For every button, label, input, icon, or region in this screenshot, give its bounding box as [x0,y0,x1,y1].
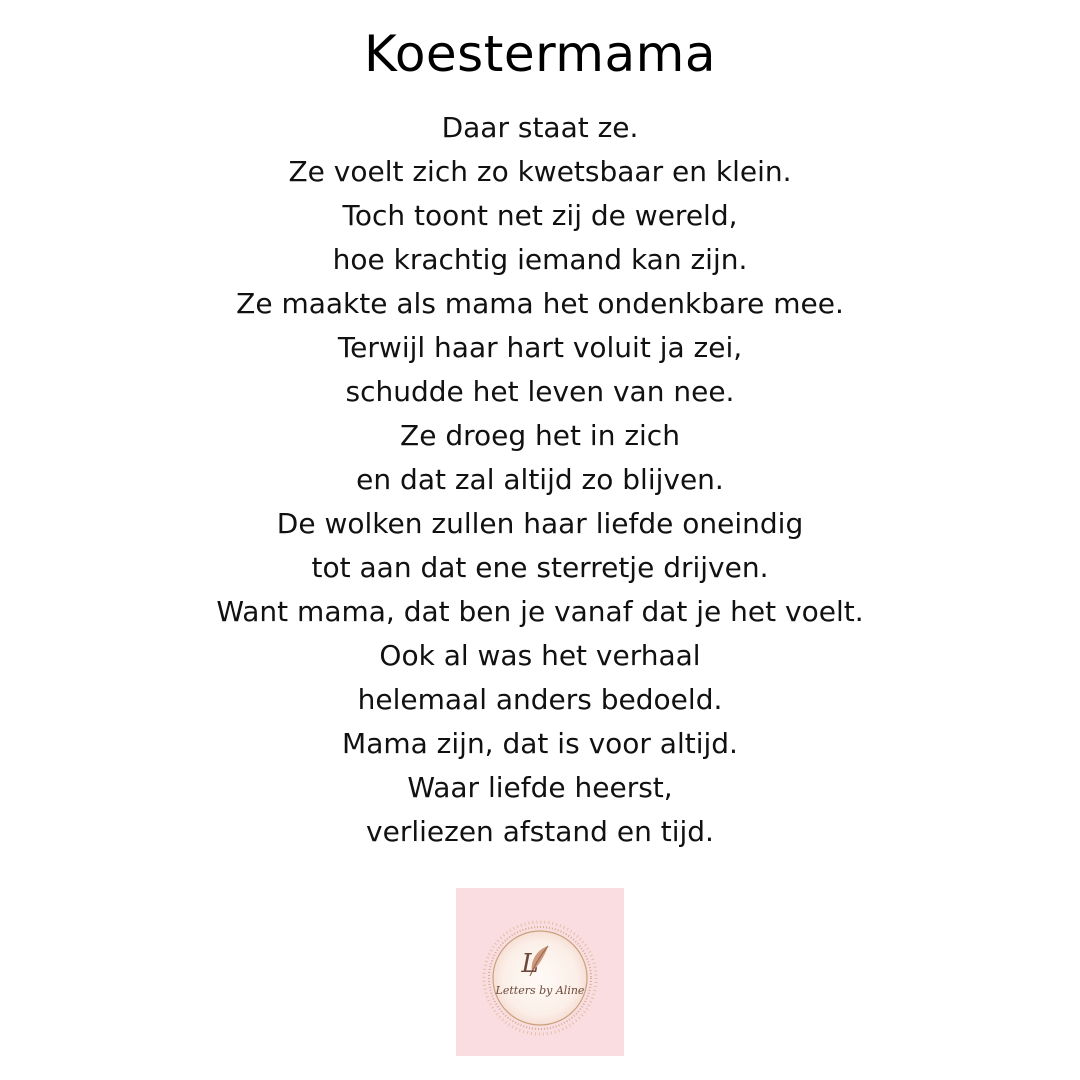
poem-line: Waar liefde heerst, [407,771,673,804]
logo-initial: L [521,949,539,979]
logo-emblem-icon [456,888,624,1056]
poem-line: De wolken zullen haar liefde oneindig [276,507,804,540]
poem-line: en dat zal altijd zo blijven. [356,463,724,496]
poem-line: Toch toont net zij de wereld, [342,199,738,232]
poem-line: Ze maakte als mama het ondenkbare mee. [236,287,844,320]
poem-line: Terwijl haar hart voluit ja zei, [337,331,743,364]
poem-line: tot aan dat ene sterretje drijven. [311,551,769,584]
poem-line: Daar staat ze. [441,111,639,144]
poem-line: schudde het leven van nee. [345,375,735,408]
logo-brand-text: Letters by Aline [495,984,585,997]
poem-line: Ze droeg het in zich [400,419,680,452]
poem-line: Ook al was het verhaal [379,639,701,672]
poem-title: Koestermama [364,25,716,83]
poem-line: hoe krachtig iemand kan zijn. [332,243,748,276]
poem-body [0,106,1080,854]
poem-line: Ze voelt zich zo kwetsbaar en klein. [288,155,792,188]
brand-logo [456,888,624,1056]
poem-line: Mama zijn, dat is voor altijd. [342,727,738,760]
poem-line: helemaal anders bedoeld. [357,683,723,716]
poem-line: verliezen afstand en tijd. [366,815,714,848]
poem-line: Want mama, dat ben je vanaf dat je het voelt. [216,595,864,628]
